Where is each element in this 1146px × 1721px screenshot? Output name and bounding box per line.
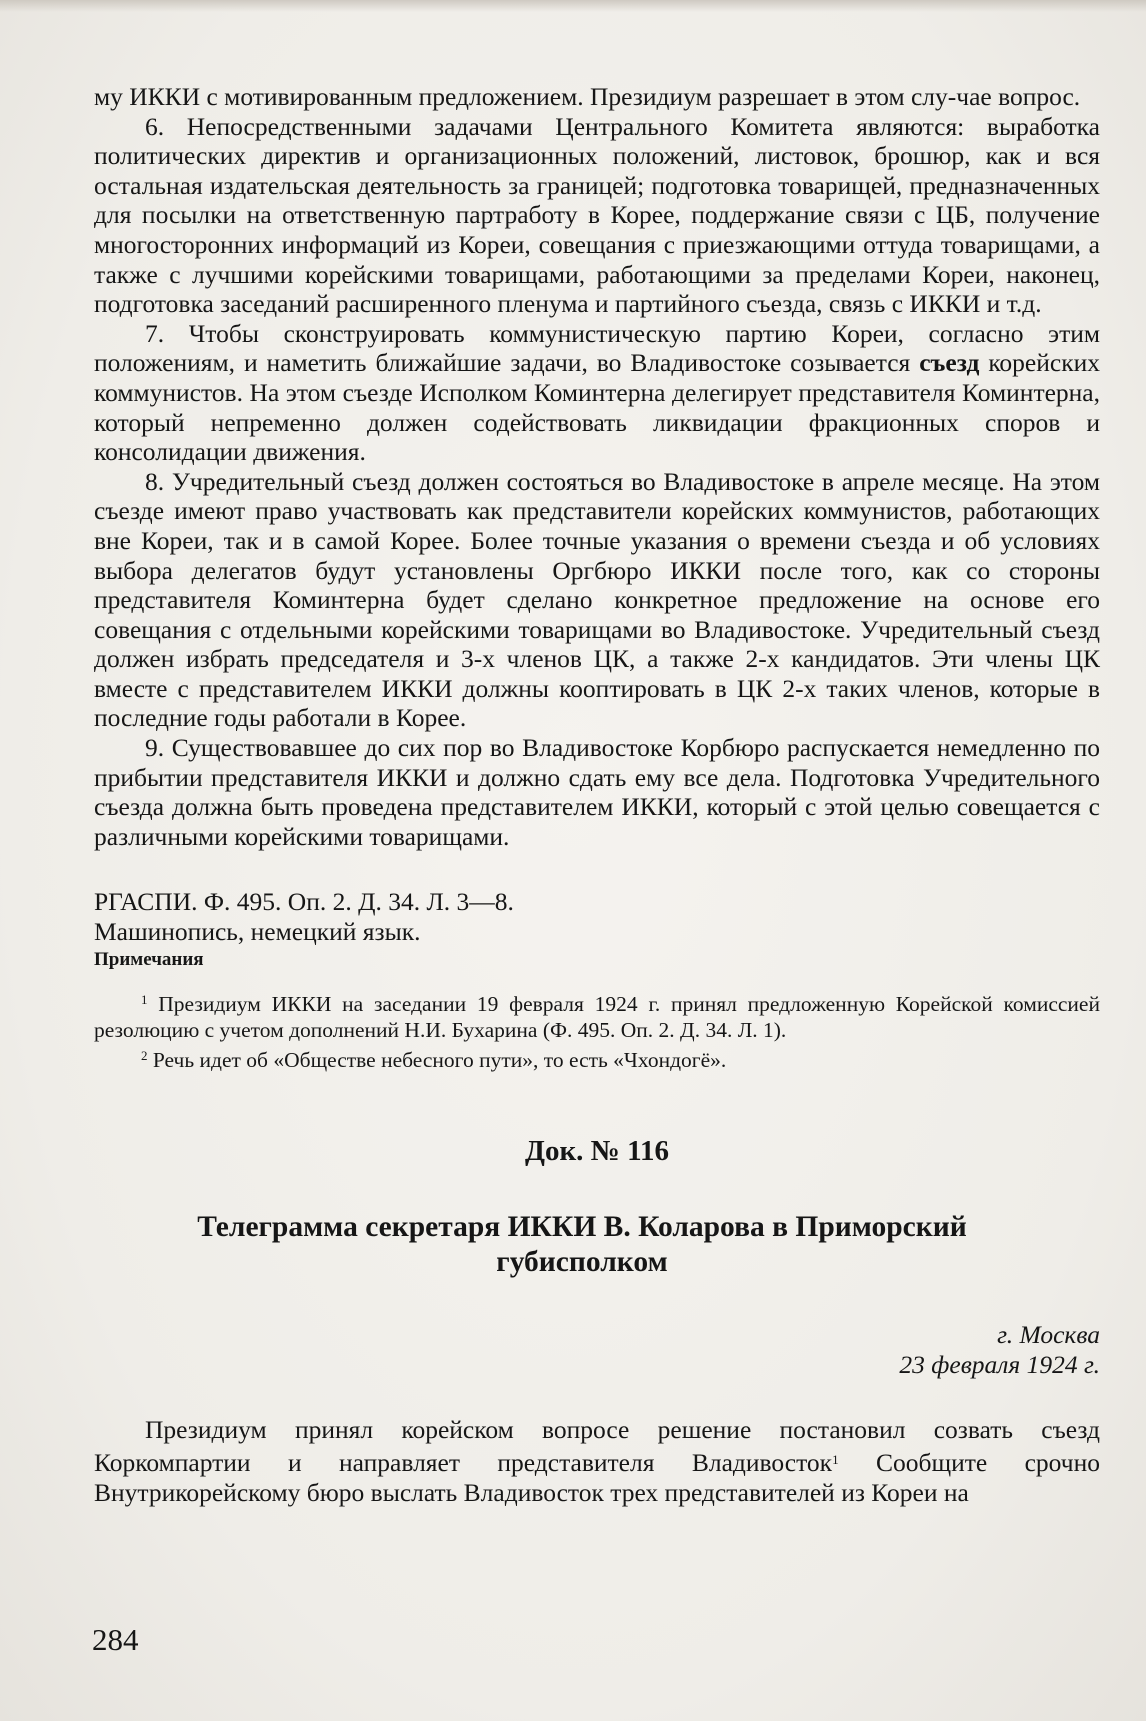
archive-line-1: РГАСПИ. Ф. 495. Оп. 2. Д. 34. Л. 3—8.: [94, 887, 514, 917]
telegram-body-text-b: Сообщите срочно Внутрикорейскому бюро выслать Владивосток трех представителей из Кореи на: [94, 1448, 1100, 1507]
telegram-body: [94, 1415, 1100, 1507]
document-title: Телеграмма секретаря ИККИ В. Коларова в Приморский губисполком: [197, 1211, 967, 1279]
note-2-mark: 2: [141, 1047, 148, 1063]
paragraph-7-text-a: 7. Чтобы сконструировать коммунистическую партию Кореи, согласно этим положениям, и наметить ближайшие задачи, во Владивостоке созывается: [94, 318, 1100, 378]
document-date: 23 февраля 1924 г.: [899, 1349, 1100, 1379]
page-edge-shadow: [0, 0, 1146, 12]
paragraph-9: 9. Существовавшее до сих пор во Владивостоке Корбюро распускается немедленно по прибытии представителя ИККИ и должно сдать ему все дела. Подготовка Учредительного съезда должна быть проведена представителем ИККИ, который с этой целью совещается с различными корейскими товарищами.: [94, 733, 1100, 851]
note-1-mark: 1: [141, 991, 148, 1007]
paragraph-7-bold-word: съезд: [919, 348, 980, 378]
document-number: Док. № 116: [525, 1134, 669, 1167]
text-column: [94, 82, 1100, 1507]
paragraph-7: [94, 319, 1100, 467]
notes-heading: Примечания: [94, 948, 204, 970]
paragraph-6: 6. Непосредственными задачами Центрального Комитета являются: выработка политических директив и организационных положений, листовок, брошюр, как и вся остальная издательская деятельность за границей; подготовка товарищей, предназначенных для посылки на ответственную партработу в Корее, поддержание связи с ЦБ, получение многосторонних информаций из Кореи, совещания с приезжающими оттуда товарищами, а также с лучшими корейскими товарищами, работающими за пределами Кореи, наконец, подготовка заседаний расширенного пленума и партийного съезда, связь с ИККИ и т.д.: [94, 111, 1100, 319]
paragraph-8: 8. Учредительный съезд должен состояться во Владивостоке в апреле месяце. На этом съезде имеют право участвовать как представители корейских коммунистов, работающих вне Кореи, так и в самой Корее. Более точные указания о времени съезда и об условиях выбора делегатов будут установлены Оргбюро ИККИ после того, как со стороны представителя Коминтерна будет сделано конкретное предложение на основе его совещания с отдельными корейскими товарищами во Владивостоке. Учредительный съезд должен избрать председателя и 3-х членов ЦК, а также 2-х кандидатов. Эти члены ЦК вместе с представителем ИККИ должны кооптировать в ЦК 2-х таких членов, которые в последние годы работали в Корее.: [94, 466, 1100, 733]
note-2: [94, 1043, 1100, 1073]
archive-line-2: Машинопись, немецкий язык.: [94, 917, 421, 947]
telegram-footnote-mark: 1: [832, 1452, 839, 1467]
archive-reference: [94, 887, 1100, 946]
note-1: [94, 987, 1100, 1043]
paragraph-7-text-b: корейских коммунистов. На этом съезде Исполком Коминтерна делегирует представителя Коминтерна, который непременно должен содействовать ликвидации фракционных споров и консолидации движения.: [94, 348, 1100, 467]
document-place: г. Москва: [997, 1320, 1100, 1350]
telegram-body-text-a: Президиум принял корейском вопросе решение постановил созвать съезд Коркомпартии и направляет представителя Владивосток: [94, 1415, 1100, 1477]
note-1-text: Президиум ИККИ на заседании 19 февраля 1924 г. принял предложенную Корейской комиссией резолюцию с учетом дополнений Н.И. Бухарина (Ф. 495. Оп. 2. Д. 34. Л. 1).: [94, 991, 1100, 1042]
paragraph-5-end: му ИККИ с мотивированным предложением. Президиум разрешает в этом слу-чае вопрос.: [94, 82, 1081, 111]
page-number: 284: [92, 1622, 139, 1657]
note-2-text: Речь идет об «Обществе небесного пути», то есть «Чхондогё».: [147, 1047, 727, 1072]
